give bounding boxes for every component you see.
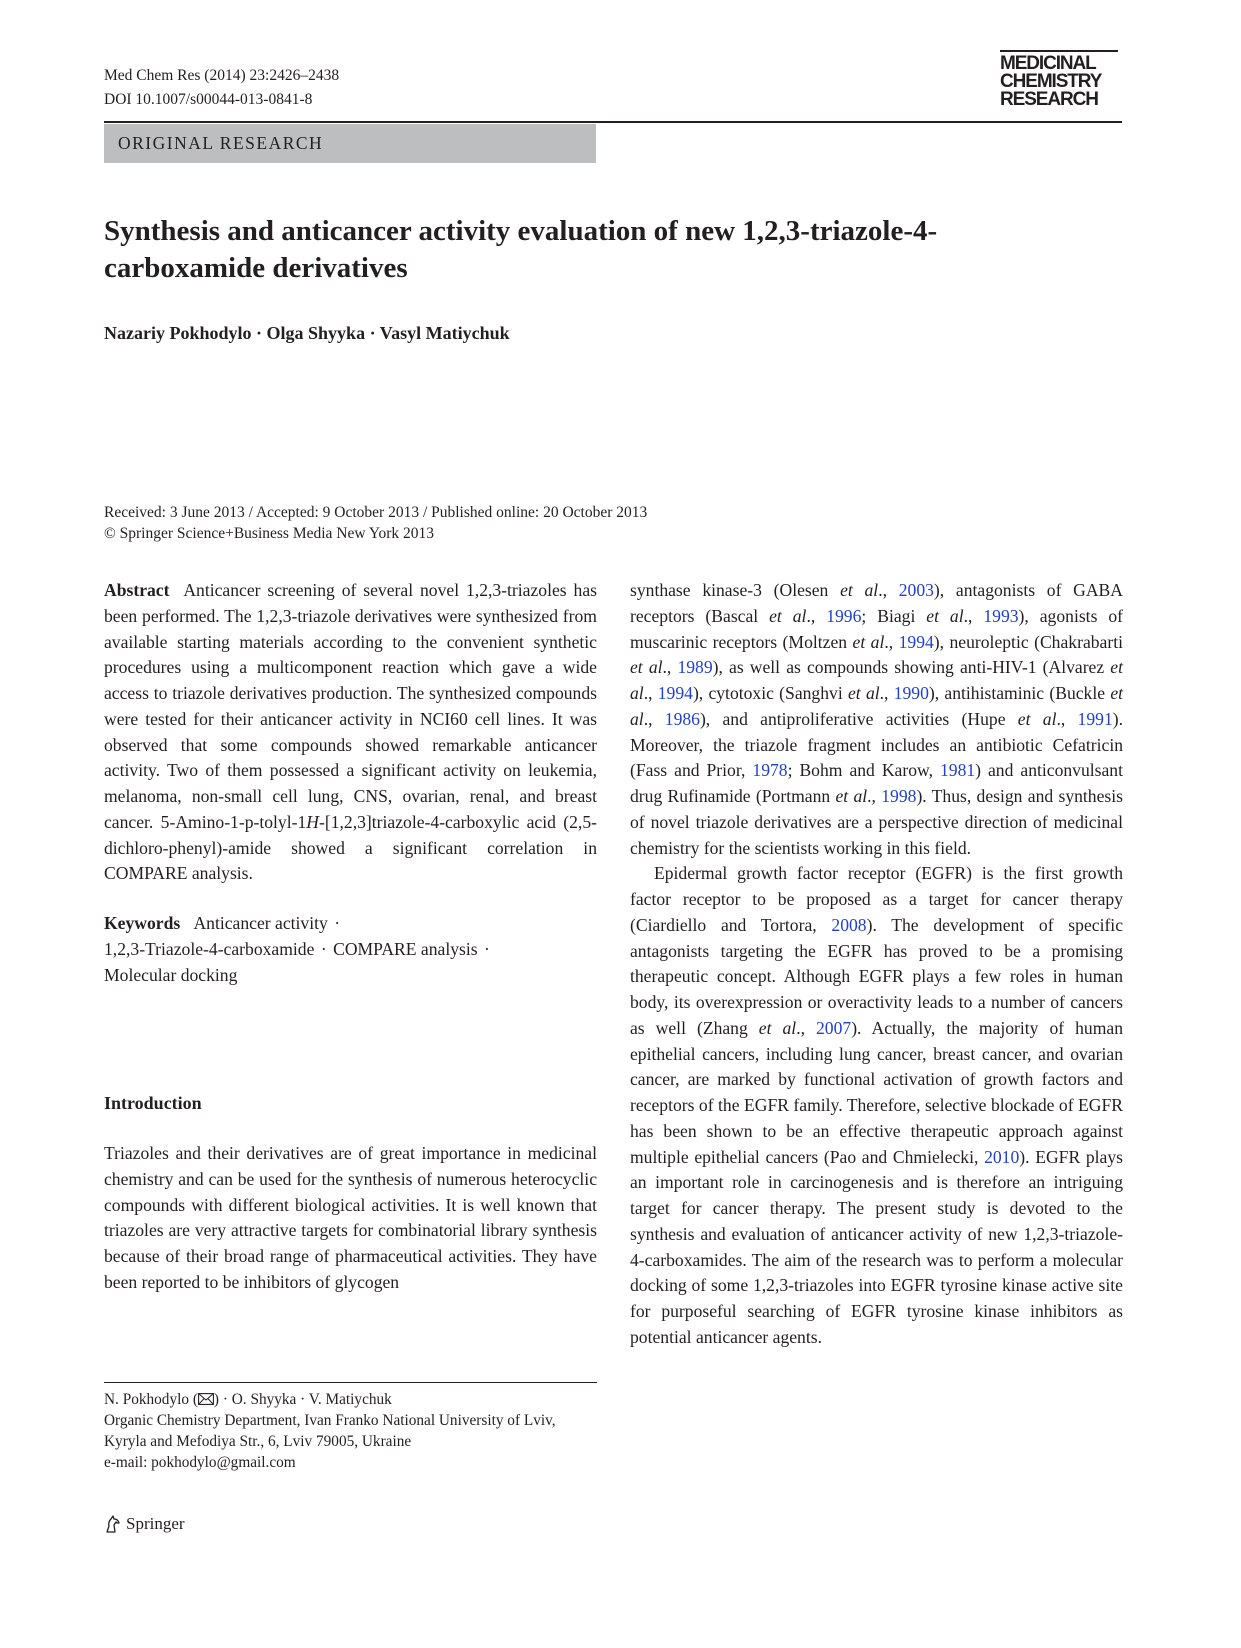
doi: DOI 10.1007/s00044-013-0841-8	[104, 91, 313, 108]
introduction-heading: Introduction	[104, 1093, 202, 1113]
citation-link[interactable]: 1994	[898, 631, 934, 652]
keyword-separator: ·	[320, 938, 327, 959]
abstract-block	[104, 578, 597, 988]
author-footnote	[104, 1389, 597, 1473]
envelope-icon	[198, 1393, 214, 1405]
keyword: Anticancer activity	[193, 913, 328, 933]
keyword: COMPARE analysis	[333, 938, 478, 959]
keywords-label: Keywords	[104, 913, 181, 933]
citation-link[interactable]: 1991	[1077, 708, 1113, 729]
keywords	[104, 911, 597, 988]
citation-link[interactable]: 1986	[664, 708, 700, 729]
citation-link[interactable]: 2003	[898, 580, 934, 600]
affiliation: Organic Chemistry Department, Ivan Franko National University of Lviv, Kyryla and Mefodiya Str., 6, Lviv 79005, Ukraine	[104, 1412, 556, 1450]
footnote-authors-end: ) · O. Shyyka · V. Matiychuk	[213, 1391, 392, 1408]
citation-link[interactable]: 2007	[816, 1017, 852, 1038]
section-band	[104, 124, 596, 163]
abstract-label: Abstract	[104, 580, 170, 600]
author-separator: ·	[369, 323, 376, 343]
history-dates: Received: 3 June 2013 / Accepted: 9 October 2013 / Published online: 20 October 2013	[104, 504, 648, 521]
publication-dates	[104, 502, 647, 544]
email[interactable]: e-mail: pokhodylo@gmail.com	[104, 1454, 296, 1471]
author-name: Vasyl Matiychuk	[379, 323, 510, 343]
footnote-authors	[104, 1389, 597, 1410]
publisher-name: Springer	[126, 1514, 185, 1533]
logo-bar	[1000, 50, 1118, 52]
abstract	[104, 578, 597, 887]
citation-link[interactable]: 1994	[657, 683, 693, 703]
footnote-rule	[104, 1382, 597, 1383]
introduction-text	[104, 1141, 597, 1296]
journal-logo	[1000, 50, 1122, 109]
abstract-italic-h: H	[306, 811, 319, 832]
citation-link[interactable]: 2010	[984, 1146, 1020, 1167]
logo-line-2: CHEMISTRY	[1000, 71, 1102, 92]
introduction-paragraph: Triazoles and their derivatives are of great importance in medicinal chemistry and can be used for the synthesis of numerous heterocyclic compounds with different biological activities. It is well known that triazoles are very attractive targets for combinatorial library synthesis because of their broad range of pharmaceutical activities. They have been reported to be inhibitors of glycogen	[104, 1143, 597, 1292]
header-rule	[104, 121, 1122, 123]
publisher-footer	[104, 1514, 185, 1534]
keyword: Molecular docking	[104, 964, 238, 985]
footnote-authors-start: N. Pokhodylo (	[104, 1391, 198, 1408]
citation-link[interactable]: 1990	[893, 683, 929, 703]
copyright: © Springer Science+Business Media New York 2013	[104, 525, 435, 542]
logo-line-3: RESEARCH	[1000, 89, 1098, 110]
citation-link[interactable]: 1978	[752, 760, 788, 781]
citation-link[interactable]: 1989	[677, 657, 713, 678]
body-paragraph: synthase kinase-3 (Olesen et al., 2003), antagonists of GABA receptors (Bascal et al., 1996; Biagi et al., 1993), agonists of muscarinic receptors (Moltzen et al., 1994), neuroleptic (Chakrabarti et al., 1989), as well as compounds showing anti-HIV-1 (Alvarez et al., 1994), cytotoxic (Sanghvi et al., 1990), antihistaminic (Buckle et al., 1986), and antiproliferative activities (Hupe et al., 1991). Moreover, the triazole fragment includes an antibiotic Cefatricin (Fass and Prior, 1978; Bohm and Karow, 1981) and anticonvulsant drug Rufinamide (Portmann et al., 1998). Thus, design and synthesis of novel triazole derivatives are a perspective direction of medicinal chemistry for the scientists working in this field.	[630, 580, 1124, 858]
body-paragraph: Epidermal growth factor receptor (EGFR) is the first growth factor receptor to be proposed as a target for cancer therapy (Ciardiello and Tortora, 2008). The development of specific antagonists targeting the EGFR has proved to be a promising therapeutic concept. Although EGFR plays a few roles in human body, its overexpression or overactivity leads to a number of cancers as well (Zhang et al., 2007). Actually, the majority of human epithelial cancers, including lung cancer, breast cancer, and ovarian cancer, are marked by functional activation of growth factors and receptors of the EGFR family. Therefore, selective blockade of EGFR has been shown to be an effective therapeutic approach against multiple epithelial cancers (Pao and Chmielecki, 2010). EGFR plays an important role in carcinogenesis and is therefore an intriguing target for cancer therapy. The present study is devoted to the synthesis and evaluation of anticancer activity of new 1,2,3-triazole-4-carboxamides. The aim of the research was to perform a molecular docking of some 1,2,3-triazoles into EGFR tyrosine kinase active site for purposeful searching of EGFR tyrosine kinase inhibitors as potential anticancer agents.	[630, 863, 1124, 1347]
keyword-separator: ·	[334, 913, 341, 933]
citation-link[interactable]: 1996	[826, 605, 862, 626]
abstract-text: Anticancer screening of several novel 1,2,3-triazoles has been performed. The 1,2,3-triazole derivatives were synthesized from available starting materials according to the convenient synthetic procedures using a multicomponent reaction which gave a wide access to triazole derivatives production. The synthesized compounds were tested for their anticancer activity in NCI60 cell lines. It was observed that some compounds showed remarkable anticancer activity. Two of them possessed a significant activity on leukemia, melanoma, non-small cell lung, CNS, ovarian, renal, and breast cancer. 5-Amino-1-p-tolyl-1	[104, 580, 597, 832]
journal-citation: Med Chem Res (2014) 23:2426–2438	[104, 67, 340, 84]
keyword: 1,2,3-Triazole-4-carboxamide	[104, 938, 315, 959]
author-name: Nazariy Pokhodylo	[104, 323, 252, 343]
springer-horse-icon	[104, 1514, 122, 1534]
citation-link[interactable]: 2008	[831, 914, 867, 935]
logo-line-1: MEDICINAL	[1000, 53, 1096, 74]
author-list	[104, 323, 510, 344]
citation-link[interactable]: 1998	[881, 786, 917, 806]
keyword-separator: ·	[484, 938, 490, 959]
author-name: Olga Shyyka	[266, 323, 366, 343]
section-label: ORIGINAL RESEARCH	[118, 133, 324, 153]
abstract-text-end: -[1,2,3]triazole-4-carboxylic acid (2,5-dichloro-phenyl)-amide showed a significant correlation in COMPARE analysis.	[104, 811, 597, 884]
journal-reference	[104, 64, 339, 112]
author-separator: ·	[256, 323, 263, 343]
citation-link[interactable]: 1981	[939, 760, 976, 781]
citation-link[interactable]: 1993	[983, 605, 1019, 626]
article-title: Synthesis and anticancer activity evaluation of new 1,2,3-triazole-4-carboxamide derivatives	[104, 215, 938, 284]
right-column	[630, 578, 1123, 1351]
